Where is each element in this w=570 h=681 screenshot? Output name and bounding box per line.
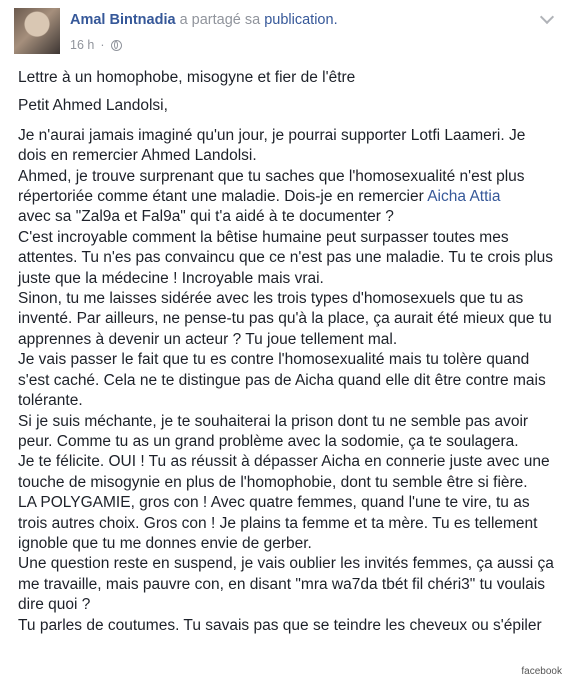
timestamp[interactable]: 16 h (70, 38, 95, 52)
mention-link[interactable]: Aicha Attia (427, 188, 501, 206)
paragraph-8: LA POLYGAMIE, gros con ! Avec quatre femmes, quand l'une te vire, tu as trois autres choix. Gros con ! Je plains ta femme et ta mère. Tu es tellement ignoble que tu me donnes envie de gerber. (18, 494, 538, 552)
publication-link[interactable]: publication. (264, 12, 338, 28)
paragraph-1: Je n'aurai jamais imaginé qu'un jour, je pourrai supporter Lotfi Laameri. Je dois en remercier Ahmed Landolsi. (18, 126, 526, 165)
author-name[interactable]: Amal Bintnadia (70, 12, 176, 28)
greeting: Petit Ahmed Landolsi, (18, 97, 168, 115)
shared-text: a partagé sa (179, 12, 261, 28)
avatar[interactable] (14, 8, 60, 54)
chevron-down-icon[interactable] (538, 12, 556, 26)
paragraph-7: Je te félicite. OUI ! Tu as réussit à dépasser Aicha en connerie juste avec une touche de misogynie en plus de l'homophobie, dont tu semble être si fière. (18, 453, 550, 491)
paragraph-10: Tu parles de coutumes. Tu savais pas que se teindre les cheveux ou s'épiler (18, 616, 542, 634)
paragraph-2 (18, 167, 558, 228)
paragraph-2-start: Ahmed, je trouve surprenant que tu saches que l'homosexualité n'est plus répertoriée comme étant une maladie. Dois-je en remercier (18, 167, 525, 206)
post-title: Lettre à un homophobe, misogyne et fier de l'être (18, 69, 356, 86)
globe-icon[interactable] (111, 40, 122, 51)
paragraph-5: Je vais passer le fait que tu es contre l'homosexualité mais tu tolère quand s'est caché. Cela ne te distingue pas de Aicha quand elle dit être contre mais tolérante. (18, 351, 546, 410)
post-header (14, 8, 560, 60)
post-meta (70, 38, 122, 52)
paragraph-9: Une question reste en suspend, je vais oublier les invités femmes, ça aussi ça me travaille, mais pauvre con, en disant "mra wa7da tbét fil chéri3" tu voulais dire quoi ? (18, 555, 554, 614)
author-line (70, 12, 338, 28)
post-body (18, 68, 558, 636)
paragraph-4: Sinon, tu me laisses sidérée avec les trois types d'homosexuels que tu as inventé. Par ailleurs, ne pense-tu pas qu'à la place, ça aurait été mieux que tu apprennes à devenir un acteur ? Tu joue tellement mal. (18, 290, 552, 348)
paragraph-3: C'est incroyable comment la bêtise humaine peut surpasser toutes mes attentes. Tu n'es pas convaincu que ce n'est pas une maladie. Tu te crois plus juste que la médecine ! Incroyable mais vrai. (18, 228, 553, 287)
facebook-watermark: facebook (521, 666, 562, 677)
paragraph-2-end: avec sa "Zal9a et Fal9a" qui t'a aidé à te documenter ? (18, 208, 394, 226)
paragraph-6: Si je suis méchante, je te souhaiterai la prison dont tu ne semble pas avoir peur. Comme tu as un grand problème avec la sodomie, ça te soulagera. (18, 412, 529, 450)
meta-separator: · (100, 38, 105, 52)
